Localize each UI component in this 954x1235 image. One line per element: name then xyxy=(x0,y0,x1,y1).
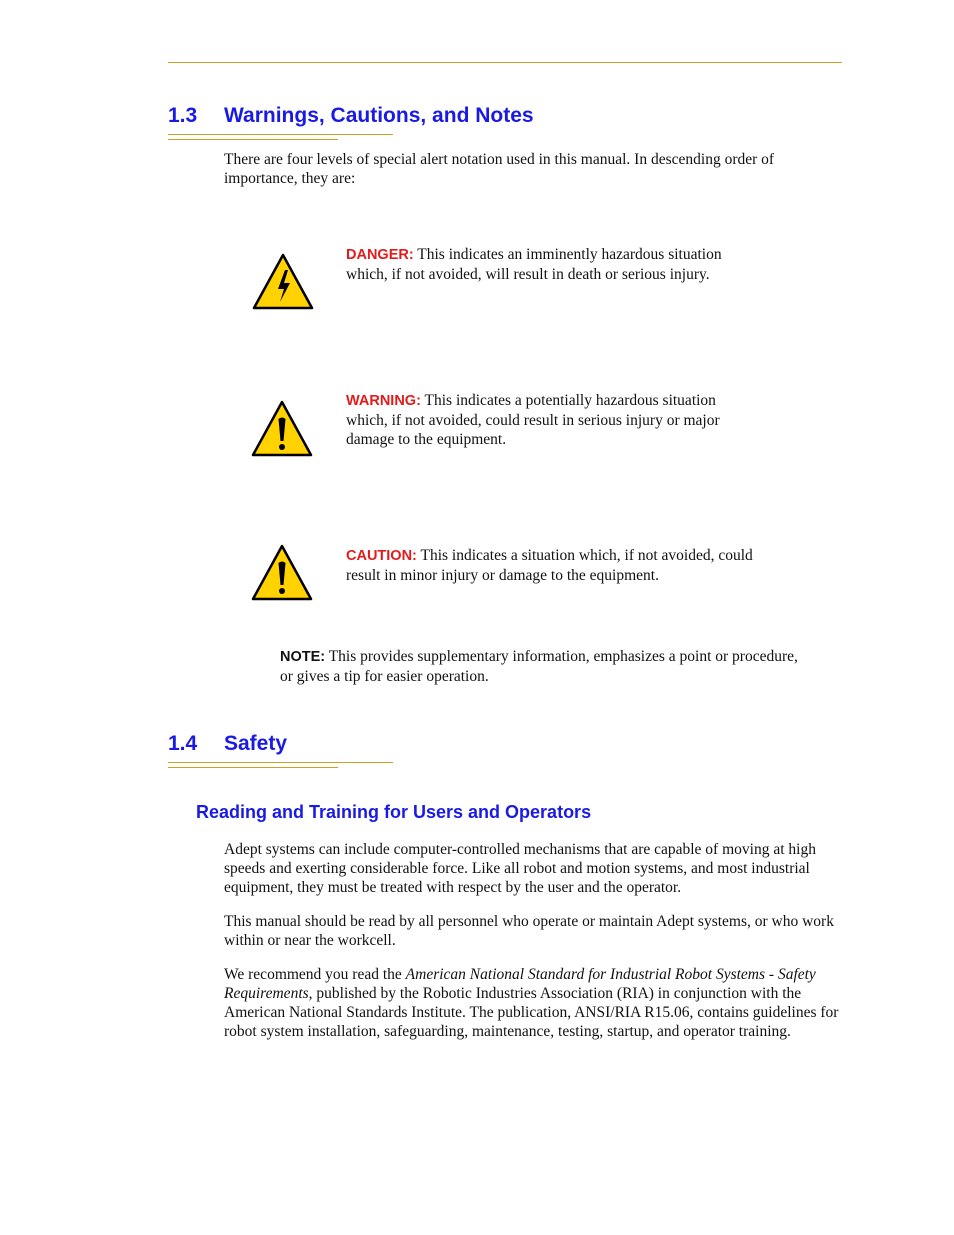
warning-label: WARNING: xyxy=(346,393,421,409)
heading-rule xyxy=(168,762,393,763)
safety-paragraph-1: Adept systems can include computer-controlled mechanisms that are capable of moving at high speeds and exerting considerable force. Like all robot and motion systems, and most industrial equipment, they must be treated with respect by the user and the operator. xyxy=(224,841,816,896)
section-heading-1-3 xyxy=(168,104,534,128)
electrical-hazard-icon xyxy=(250,252,314,310)
safety-paragraph-3 xyxy=(224,965,844,1041)
paragraph-text: , published by the Robotic Industries Association (RIA) in conjunction with the American National Standards Institute. The publication, ANSI/RIA R15.06, contains guidelines for robot system installation, safeguarding, maintenance, testing, startup, and operator training. xyxy=(224,985,839,1040)
section-heading-1-4 xyxy=(168,732,287,756)
danger-alert xyxy=(346,245,746,284)
danger-label: DANGER: xyxy=(346,247,414,263)
section-number: 1.4 xyxy=(168,732,198,755)
intro-paragraph: There are four levels of special alert notation used in this manual. In descending order of importance, they are: xyxy=(224,151,775,187)
paragraph-text: We recommend you read the xyxy=(224,966,406,983)
standard-title: American National Standard for Industrial Robot Systems - Safety Requirements xyxy=(224,966,816,1002)
heading-rule xyxy=(168,139,338,140)
caution-alert xyxy=(346,546,756,585)
note-label: NOTE: xyxy=(280,649,326,665)
exclamation-warning-icon xyxy=(250,399,314,457)
section-title: Warnings, Cautions, and Notes xyxy=(224,104,534,127)
note-text: This provides supplementary information, emphasizes a point or procedure, or gives a tip for easier operation. xyxy=(280,648,798,685)
danger-text: This indicates an imminently hazardous situation which, if not avoided, will result in death or serious injury. xyxy=(346,246,722,283)
exclamation-caution-icon xyxy=(250,543,314,601)
section-number: 1.3 xyxy=(168,104,198,127)
note-alert xyxy=(280,647,800,686)
warning-text: This indicates a potentially hazardous situation which, if not avoided, could result in serious injury or major damage to the equipment. xyxy=(346,392,720,448)
header-rule xyxy=(168,62,842,63)
heading-rule xyxy=(168,767,338,768)
subsection-heading: Reading and Training for Users and Operators xyxy=(196,802,592,822)
caution-label: CAUTION: xyxy=(346,548,417,564)
section-title: Safety xyxy=(224,732,288,755)
safety-paragraph-2: This manual should be read by all personnel who operate or maintain Adept systems, or who work within or near the workcell. xyxy=(224,913,834,949)
caution-text: This indicates a situation which, if not avoided, could result in minor injury or damage to the equipment. xyxy=(346,547,753,584)
heading-rule xyxy=(168,134,393,135)
warning-alert xyxy=(346,391,746,449)
